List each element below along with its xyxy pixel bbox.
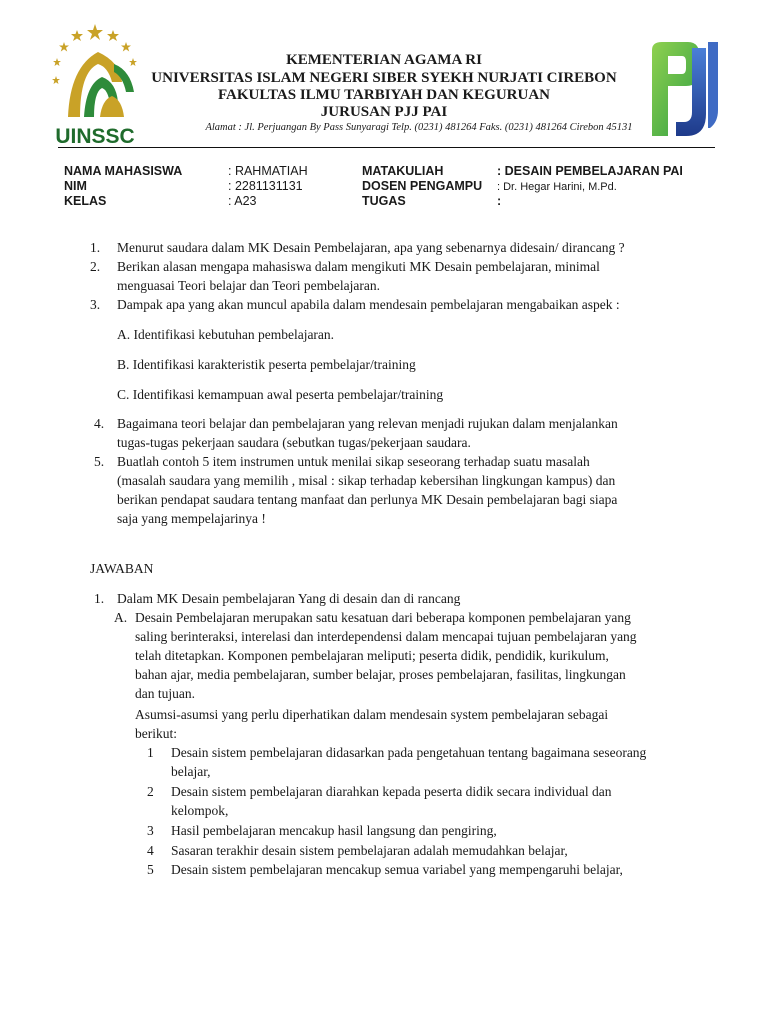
info-label-tugas: TUGAS: [362, 194, 406, 208]
assumption-4-number: 4: [147, 843, 154, 858]
answer-1a-paragraph-2-line-1: Asumsi-asumsi yang perlu diperhatikan dalam mendesain system pembelajaran sebagai: [135, 707, 609, 722]
assumption-5-number: 5: [147, 862, 154, 877]
uinssc-logo-text: UINSSC: [55, 125, 135, 147]
assumption-2-line-1: Desain sistem pembelajaran diarahkan kepada peserta didik secara individual dan: [171, 784, 612, 799]
header-university: UNIVERSITAS ISLAM NEGERI SIBER SYEKH NURJATI CIREBON: [151, 70, 617, 86]
assumption-1-line-2: belajar,: [171, 764, 211, 779]
answer-heading: JAWABAN: [90, 561, 154, 576]
question-5-line-1: Buatlah contoh 5 item instrumen untuk menilai sikap seseorang terhadap suatu masalah: [117, 454, 590, 469]
answer-1a-paragraph-2-line-2: berikut:: [135, 726, 177, 741]
answer-1-number: 1.: [94, 591, 105, 606]
question-3: Dampak apa yang akan muncul apabila dalam mendesain pembelajaran mengabaikan aspek :: [117, 297, 620, 312]
answer-1a-line-1: Desain Pembelajaran merupakan satu kesatuan dari beberapa komponen pembelajaran yang: [135, 610, 631, 625]
info-value-kelas: : A23: [228, 194, 257, 208]
assumption-3-number: 3: [147, 823, 154, 838]
info-value-dosen: : Dr. Hegar Harini, M.Pd.: [497, 181, 617, 193]
header-department: JURUSAN PJJ PAI: [320, 104, 448, 120]
question-5-line-2: (masalah saudara yang memilih , misal : sikap terhadap kebersihan lingkungan kampus) dan: [117, 473, 616, 488]
question-4-number: 4.: [94, 416, 105, 431]
info-label-kelas: KELAS: [64, 194, 107, 208]
info-value-nama: : RAHMATIAH: [228, 164, 308, 178]
assumption-1-line-1: Desain sistem pembelajaran didasarkan pada pengetahuan tentang bagaimana seseorang: [171, 745, 647, 760]
info-label-nim: NIM: [64, 179, 87, 193]
info-label-matakuliah: MATAKULIAH: [362, 164, 444, 178]
answer-1a-line-4: bahan ajar, media pembelajaran, sumber belajar, proses pembelajaran, fasilitas, lingkungan: [135, 667, 626, 682]
answer-1a-letter: A.: [114, 610, 128, 625]
assumption-1-number: 1: [147, 745, 154, 760]
question-1-number: 1.: [90, 240, 101, 255]
info-value-tugas: :: [497, 194, 502, 208]
info-label-dosen: DOSEN PENGAMPU: [362, 179, 483, 193]
assumption-5-line-1: Desain sistem pembelajaran mencakup semua variabel yang mempengaruhi belajar,: [171, 862, 623, 877]
answer-1a-line-5: dan tujuan.: [135, 686, 195, 701]
question-3-option-a: A. Identifikasi kebutuhan pembelajaran.: [117, 327, 335, 342]
answer-1a-line-2: saling berinteraksi, interelasi dan interdependensi dalam mencapai tujuan pembelajaran yang: [135, 629, 637, 644]
info-label-nama: NAMA MAHASISWA: [64, 164, 183, 178]
header-faculty: FAKULTAS ILMU TARBIYAH DAN KEGURUAN: [218, 87, 550, 103]
question-5-line-3: berikan pendapat saudara tentang manfaat dan perlunya MK Desain pembelajaran bagi siapa: [117, 492, 618, 507]
pjj-logo: [648, 40, 720, 140]
answer-1a-line-3: telah ditetapkan. Komponen pembelajaran meliputi; peserta didik, pendidik, kurikulum,: [135, 648, 609, 663]
question-5-line-4: saja yang mempelajarinya !: [117, 511, 266, 526]
header-divider: [58, 147, 715, 148]
question-3-option-c: C. Identifikasi kemampuan awal peserta pembelajar/training: [117, 387, 444, 402]
assumption-2-number: 2: [147, 784, 154, 799]
pjj-logo-text: PJJ: [683, 100, 685, 101]
assumption-3-line-1: Hasil pembelajaran mencakup hasil langsung dan pengiring,: [171, 823, 497, 838]
assumption-4-line-1: Sasaran terakhir desain sistem pembelajaran adalah memudahkan belajar,: [171, 843, 568, 858]
question-1: Menurut saudara dalam MK Desain Pembelajaran, apa yang sebenarnya didesain/ dirancang ?: [117, 240, 625, 255]
question-4-line-2: tugas-tugas pekerjaan saudara (sebutkan tugas/pekerjaan saudara.: [117, 435, 471, 450]
answer-1: Dalam MK Desain pembelajaran Yang di desain dan di rancang: [117, 591, 461, 606]
question-2-number: 2.: [90, 259, 101, 274]
question-3-number: 3.: [90, 297, 101, 312]
question-3-option-b: B. Identifikasi karakteristik peserta pembelajar/training: [117, 357, 416, 372]
question-2-line-1: Berikan alasan mengapa mahasiswa dalam mengikuti MK Desain pembelajaran, minimal: [117, 259, 600, 274]
assumption-2-line-2: kelompok,: [171, 803, 229, 818]
question-4-line-1: Bagaimana teori belajar dan pembelajaran yang relevan menjadi rujukan dalam menjalankan: [117, 416, 618, 431]
header-ministry: KEMENTERIAN AGAMA RI: [286, 52, 482, 68]
info-value-matakuliah: : DESAIN PEMBELAJARAN PAI: [497, 164, 683, 178]
question-2-line-2: menguasai Teori belajar dan Teori pembelajaran.: [117, 278, 380, 293]
question-5-number: 5.: [94, 454, 105, 469]
info-value-nim: : 2281131131: [228, 179, 303, 193]
header-address: Alamat : Jl. Perjuangan By Pass Sunyaragi Telp. (0231) 481264 Faks. (0231) 481264 Cirebon 45131: [205, 122, 633, 133]
